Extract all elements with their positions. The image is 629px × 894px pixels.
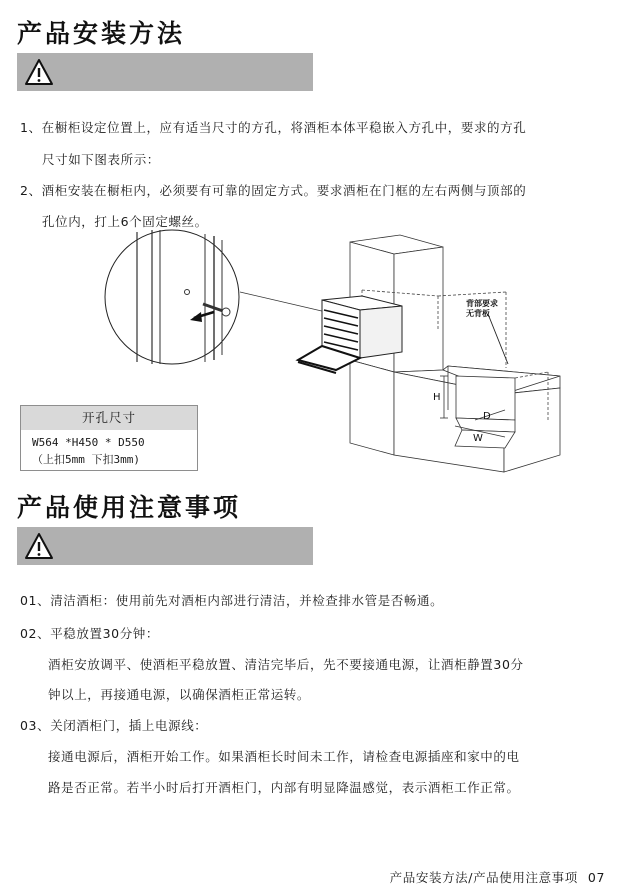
usage-note-2-body: 酒柜安放调平、使酒柜平稳放置、清洁完毕后，先不要接通电源，让酒柜静置30分 <box>48 657 524 672</box>
warning-bar <box>17 527 313 565</box>
install-item-2-cont: 孔位内，打上6个固定螺丝。 <box>42 214 208 229</box>
usage-title: 产品使用注意事项 <box>17 493 242 522</box>
cutout-spec-note: （上扣5mm 下扣3mm) <box>32 453 140 466</box>
usage-note-3: 03、关闭酒柜门，插上电源线： <box>20 718 208 733</box>
warning-icon <box>24 532 54 560</box>
page-number: 07 <box>587 870 605 885</box>
detail-magnifier <box>105 230 239 364</box>
depth-label: D <box>483 411 491 422</box>
usage-note-3-body-cont: 路是否正常。若半小时后打开酒柜门，内部有明显降温感觉，表示酒柜工作正常。 <box>48 780 520 795</box>
install-item-1-cont: 尺寸如下图表所示： <box>42 152 160 167</box>
width-label: W <box>473 433 483 444</box>
install-title: 产品安装方法 <box>17 19 186 48</box>
usage-note-2-body-cont: 钟以上，再接通电源，以确保酒柜正常运转。 <box>48 687 311 702</box>
back-note-line2: 无背板 <box>466 309 490 318</box>
back-note-line1: 背部要求 <box>466 299 498 308</box>
cutout-spec-dimensions: W564 *H450 * D550 <box>32 436 145 449</box>
usage-note-1: 01、清洁酒柜：使用前先对酒柜内部进行清洁，并检查排水管是否畅通。 <box>20 593 444 608</box>
install-item-1: 1、在橱柜设定位置上，应有适当尺寸的方孔，将酒柜本体平稳嵌入方孔中，要求的方孔 <box>20 120 527 135</box>
install-item-2: 2、酒柜安装在橱柜内，必须要有可靠的固定方式。要求酒柜在门框的左右两侧与顶部的 <box>20 183 527 198</box>
footer-text: 产品安装方法/产品使用注意事项 <box>389 870 578 885</box>
usage-note-2: 02、平稳放置30分钟： <box>20 626 160 641</box>
usage-note-3-body: 接通电源后，酒柜开始工作。如果酒柜长时间未工作，请检查电源插座和家中的电 <box>48 749 520 764</box>
height-label: H <box>433 392 441 403</box>
cutout-spec-box <box>20 405 198 471</box>
cutout-spec-header: 开孔尺寸 <box>21 406 197 430</box>
page-footer <box>390 868 605 886</box>
